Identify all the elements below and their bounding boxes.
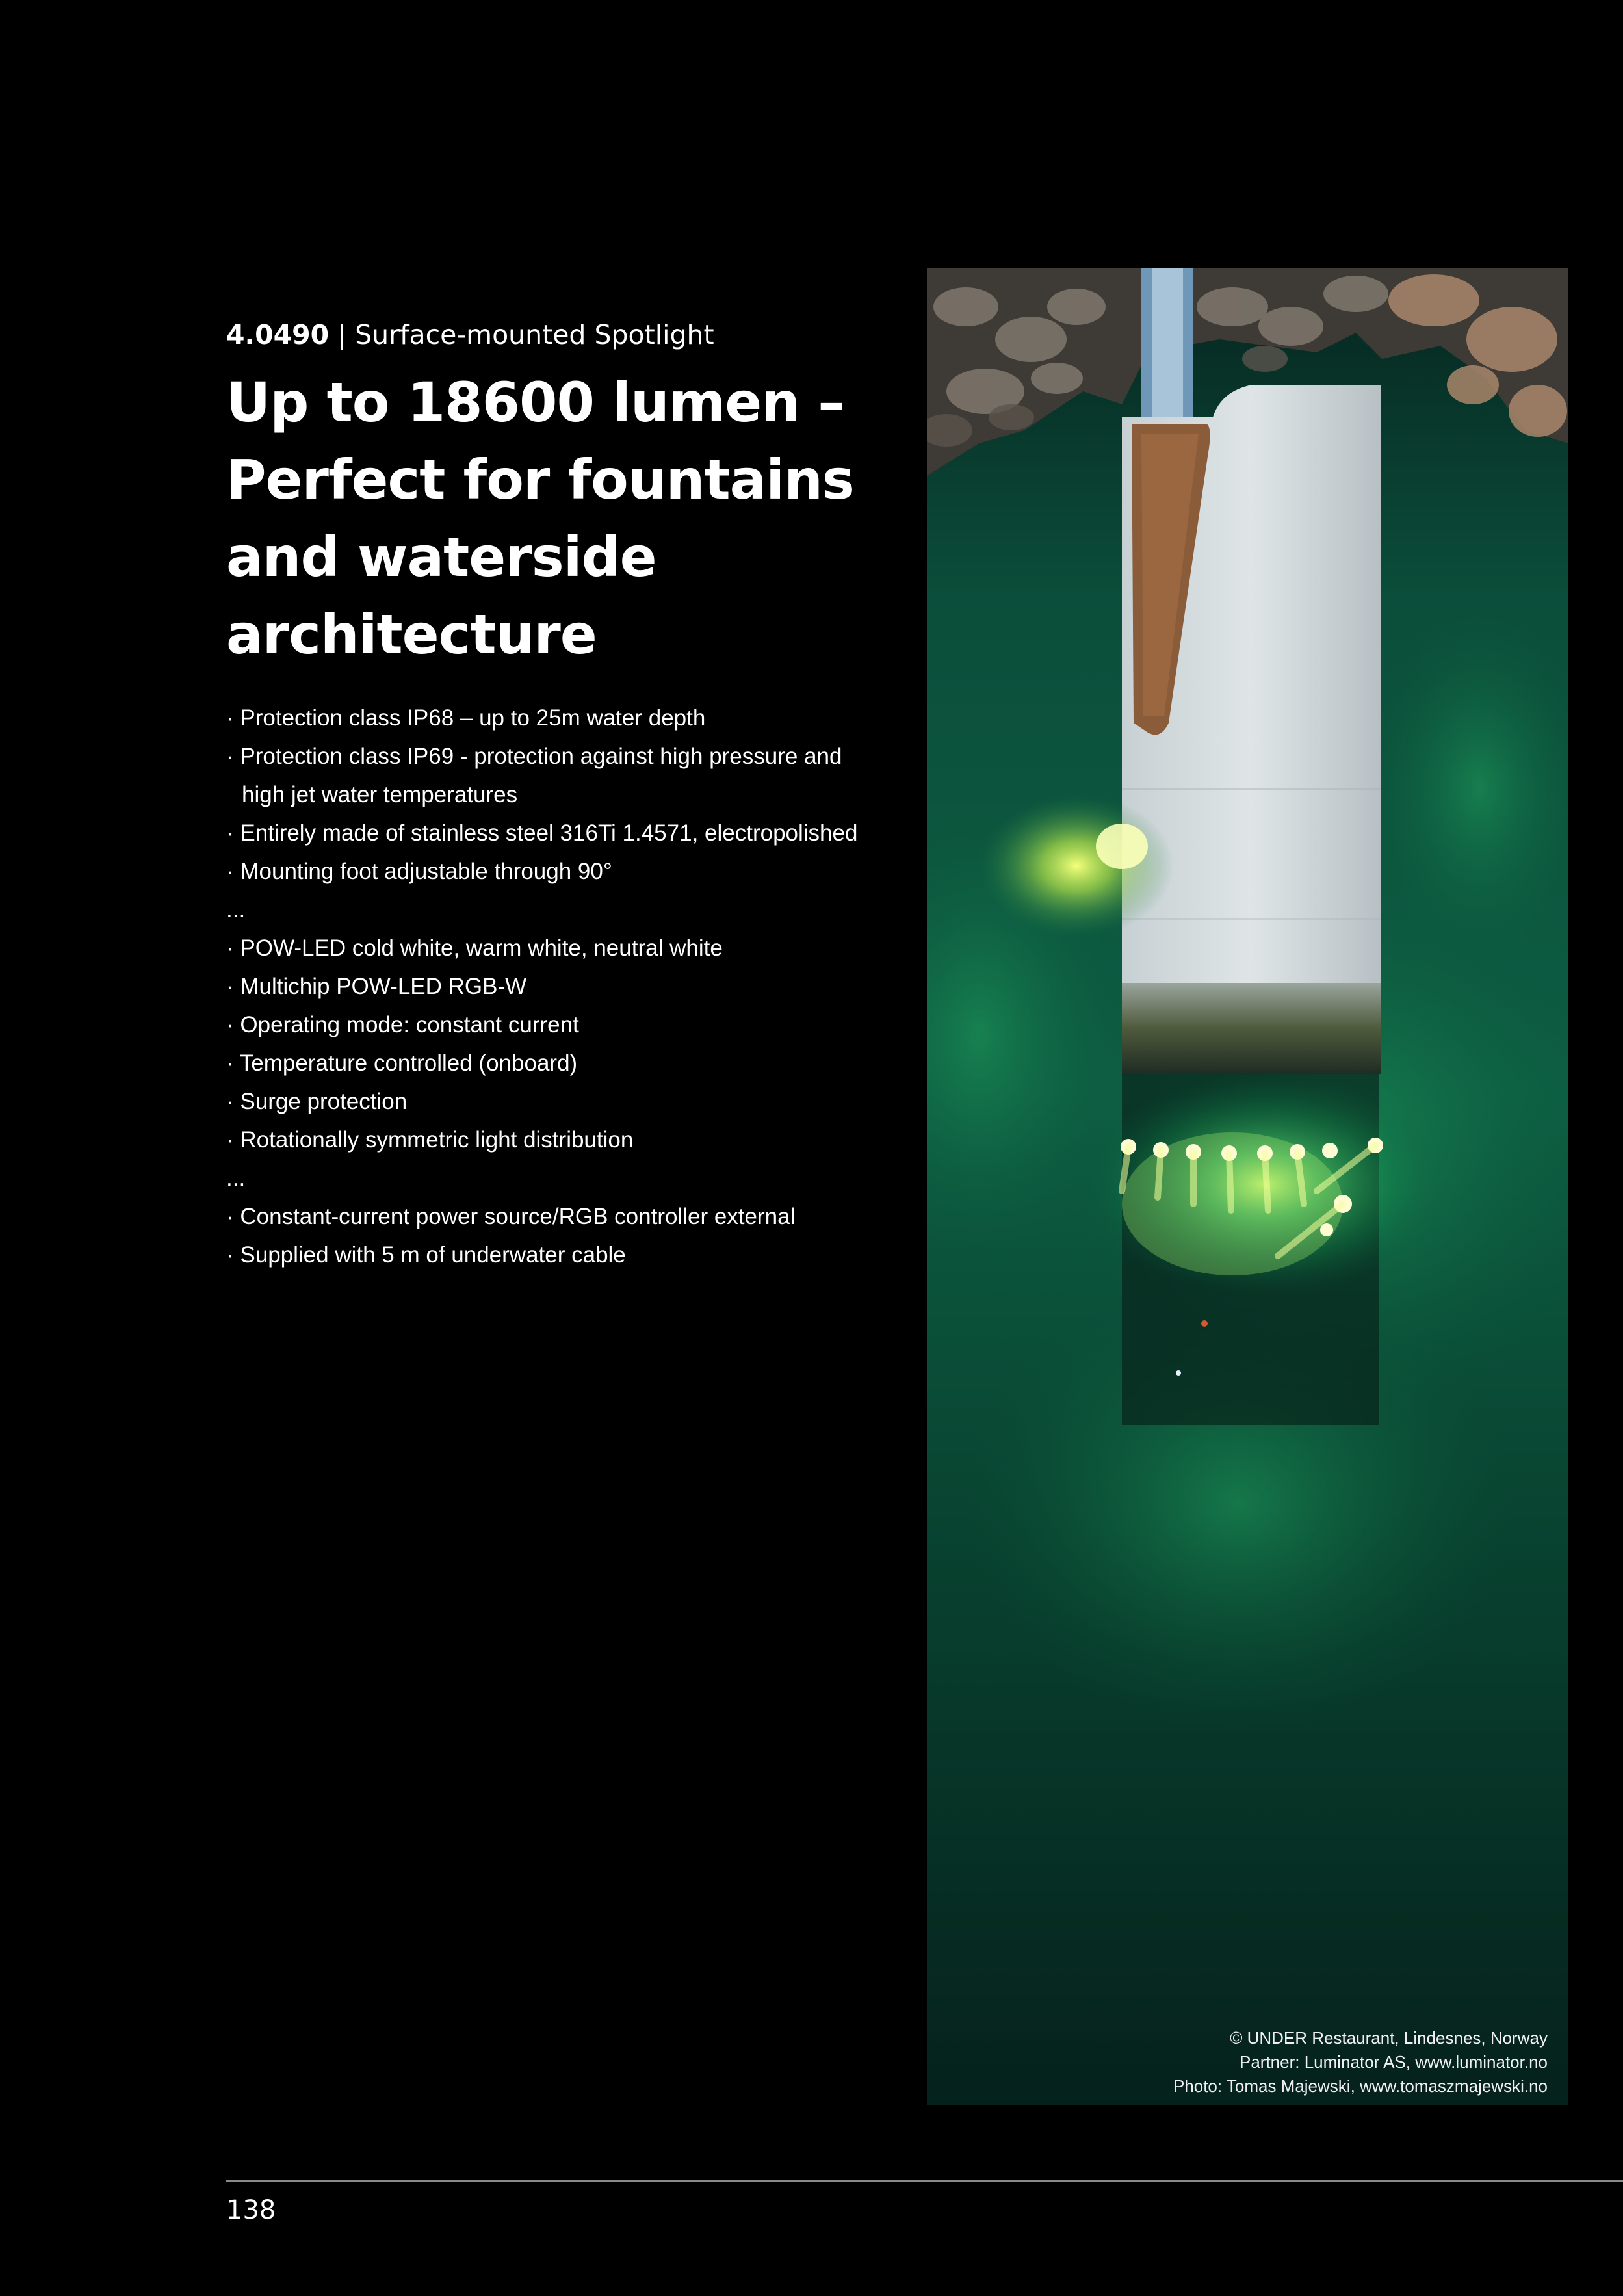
feature-item-continuation: high jet water temperatures — [242, 782, 518, 807]
footer-divider — [226, 2180, 1623, 2182]
page-number: 138 — [226, 2195, 276, 2225]
feature-item: · Surge protection — [226, 1089, 408, 1114]
feature-list — [226, 699, 876, 1274]
separator: | — [337, 319, 347, 350]
credit-line: Partner: Luminator AS, www.luminator.no — [1239, 2052, 1548, 2072]
page-title — [226, 364, 876, 673]
headline-line: Up to 18600 lumen – — [226, 371, 845, 434]
product-line — [226, 319, 714, 351]
photo-illustration — [927, 268, 1568, 2105]
feature-item: · POW-LED cold white, warm white, neutral white — [226, 935, 723, 961]
feature-item: · Temperature controlled (onboard) — [226, 1050, 578, 1076]
product-type: Surface-mounted Spotlight — [355, 319, 714, 350]
feature-item: · Constant-current power source/RGB controller external — [226, 1204, 796, 1229]
credit-line: © UNDER Restaurant, Lindesnes, Norway — [1230, 2028, 1548, 2048]
headline-line: Perfect for fountains — [226, 448, 854, 512]
headline-line: architecture — [226, 603, 597, 666]
aerial-photo — [927, 268, 1568, 2105]
feature-item: · Mounting foot adjustable through 90° — [226, 859, 612, 884]
feature-separator: ... — [226, 1166, 246, 1191]
headline-line: and waterside — [226, 525, 656, 589]
feature-item: · Entirely made of stainless steel 316Ti 1.4571, electropolished — [226, 820, 858, 846]
credit-line: Photo: Tomas Majewski, www.tomaszmajewski.no — [1173, 2076, 1548, 2096]
feature-item: · Supplied with 5 m of underwater cable — [226, 1242, 626, 1268]
feature-separator: ... — [226, 897, 246, 922]
feature-item: · Operating mode: constant current — [226, 1012, 579, 1037]
feature-item: · Protection class IP68 – up to 25m water depth — [226, 705, 706, 731]
product-code: 4.0490 — [226, 319, 330, 350]
photo-credits — [1173, 2026, 1548, 2098]
feature-item: · Multichip POW-LED RGB-W — [226, 974, 527, 999]
feature-item: · Protection class IP69 - protection against high pressure and — [226, 744, 842, 769]
feature-item: · Rotationally symmetric light distribution — [226, 1127, 634, 1153]
